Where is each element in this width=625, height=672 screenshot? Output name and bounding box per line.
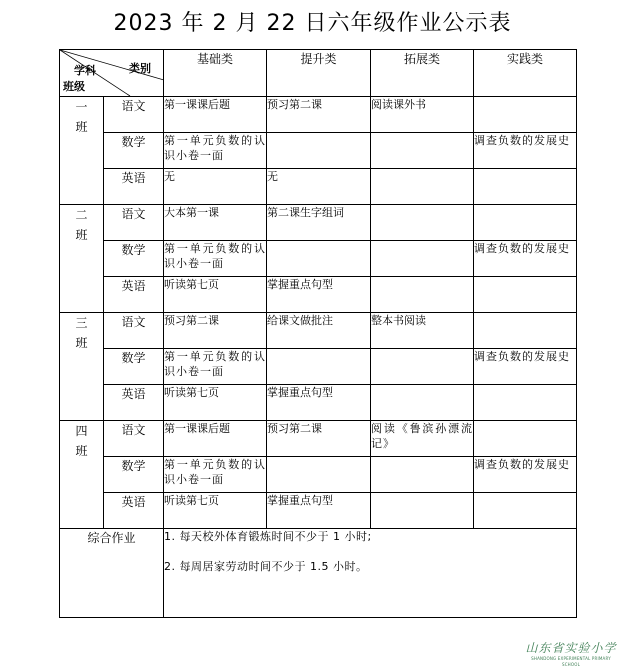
subject-cell: 数学 <box>104 457 164 493</box>
expand-cell: 整本书阅读 <box>371 313 474 349</box>
expand-cell: 阅读课外书 <box>371 97 474 133</box>
practice-cell: 调查负数的发展史 <box>474 349 577 385</box>
basic-cell: 大本第一课 <box>164 205 267 241</box>
class-cell <box>60 205 104 313</box>
corner-category-label: 类别 <box>129 62 151 75</box>
expand-cell <box>371 205 474 241</box>
basic-cell: 第一单元负数的认识小卷一面 <box>164 241 267 277</box>
basic-cell: 无 <box>164 169 267 205</box>
basic-cell: 第一单元负数的认识小卷一面 <box>164 457 267 493</box>
expand-cell <box>371 457 474 493</box>
expand-cell <box>371 169 474 205</box>
advance-cell: 第二课生字组词 <box>267 205 371 241</box>
school-logo-name: 山东省实验小学 <box>525 641 617 655</box>
practice-cell <box>474 205 577 241</box>
practice-cell <box>474 277 577 313</box>
corner-class-label: 班级 <box>63 80 85 93</box>
expand-cell <box>371 385 474 421</box>
expand-cell <box>371 493 474 529</box>
expand-cell <box>371 241 474 277</box>
practice-cell <box>474 493 577 529</box>
subject-cell: 英语 <box>104 493 164 529</box>
corner-subject-label: 学科 <box>74 64 96 77</box>
class-name: 四班 <box>75 424 88 458</box>
basic-cell: 第一单元负数的认识小卷一面 <box>164 133 267 169</box>
advance-cell <box>267 133 371 169</box>
summary-content <box>164 529 577 618</box>
class-name: 一班 <box>75 100 88 134</box>
practice-cell <box>474 421 577 457</box>
advance-cell: 掌握重点句型 <box>267 493 371 529</box>
practice-cell <box>474 97 577 133</box>
class-name: 二班 <box>75 208 88 242</box>
class-cell <box>60 97 104 205</box>
table-row <box>60 457 577 493</box>
basic-cell: 预习第二课 <box>164 313 267 349</box>
basic-cell: 听读第七页 <box>164 385 267 421</box>
subject-cell: 语文 <box>104 205 164 241</box>
class-name: 三班 <box>75 316 88 350</box>
advance-cell: 预习第二课 <box>267 421 371 457</box>
homework-table <box>59 49 577 618</box>
column-header-basic: 基础类 <box>164 50 267 97</box>
table-row <box>60 205 577 241</box>
practice-cell: 调查负数的发展史 <box>474 241 577 277</box>
expand-cell <box>371 349 474 385</box>
table-row <box>60 421 577 457</box>
table-row <box>60 241 577 277</box>
summary-item: 1. 每天校外体育锻炼时间不少于 1 小时; <box>164 530 372 543</box>
table-row <box>60 97 577 133</box>
table-row <box>60 277 577 313</box>
subject-cell: 英语 <box>104 277 164 313</box>
practice-cell <box>474 169 577 205</box>
table-row <box>60 349 577 385</box>
subject-cell: 语文 <box>104 97 164 133</box>
corner-header-cell <box>60 50 164 97</box>
advance-cell: 掌握重点句型 <box>267 385 371 421</box>
basic-cell: 第一课课后题 <box>164 421 267 457</box>
summary-row <box>60 529 577 618</box>
school-logo-english: SHANDONG EXPERIMENTAL PRIMARY SCHOOL <box>531 656 611 667</box>
school-logo <box>523 639 619 668</box>
subject-cell: 数学 <box>104 133 164 169</box>
advance-cell: 预习第二课 <box>267 97 371 133</box>
practice-cell: 调查负数的发展史 <box>474 457 577 493</box>
summary-label: 综合作业 <box>60 529 164 618</box>
subject-cell: 语文 <box>104 313 164 349</box>
expand-cell <box>371 133 474 169</box>
practice-cell <box>474 385 577 421</box>
practice-cell: 调查负数的发展史 <box>474 133 577 169</box>
subject-cell: 语文 <box>104 421 164 457</box>
practice-cell <box>474 313 577 349</box>
advance-cell: 无 <box>267 169 371 205</box>
page-title: 2023 年 2 月 22 日六年级作业公示表 <box>113 11 512 36</box>
subject-cell: 数学 <box>104 241 164 277</box>
class-cell <box>60 313 104 421</box>
table-row <box>60 169 577 205</box>
expand-cell: 阅读《鲁滨孙漂流记》 <box>371 421 474 457</box>
basic-cell: 第一课课后题 <box>164 97 267 133</box>
advance-cell: 给课文做批注 <box>267 313 371 349</box>
column-header-practice: 实践类 <box>474 50 577 97</box>
subject-cell: 英语 <box>104 169 164 205</box>
table-row <box>60 385 577 421</box>
table-row <box>60 493 577 529</box>
column-header-expand: 拓展类 <box>371 50 474 97</box>
summary-item: 2. 每周居家劳动时间不少于 1.5 小时。 <box>164 560 368 573</box>
advance-cell <box>267 349 371 385</box>
table-row <box>60 313 577 349</box>
advance-cell <box>267 241 371 277</box>
subject-cell: 英语 <box>104 385 164 421</box>
class-cell <box>60 421 104 529</box>
subject-cell: 数学 <box>104 349 164 385</box>
advance-cell: 掌握重点句型 <box>267 277 371 313</box>
basic-cell: 第一单元负数的认识小卷一面 <box>164 349 267 385</box>
basic-cell: 听读第七页 <box>164 493 267 529</box>
table-row <box>60 133 577 169</box>
advance-cell <box>267 457 371 493</box>
basic-cell: 听读第七页 <box>164 277 267 313</box>
column-header-advance: 提升类 <box>267 50 371 97</box>
expand-cell <box>371 277 474 313</box>
header-row <box>60 50 577 97</box>
